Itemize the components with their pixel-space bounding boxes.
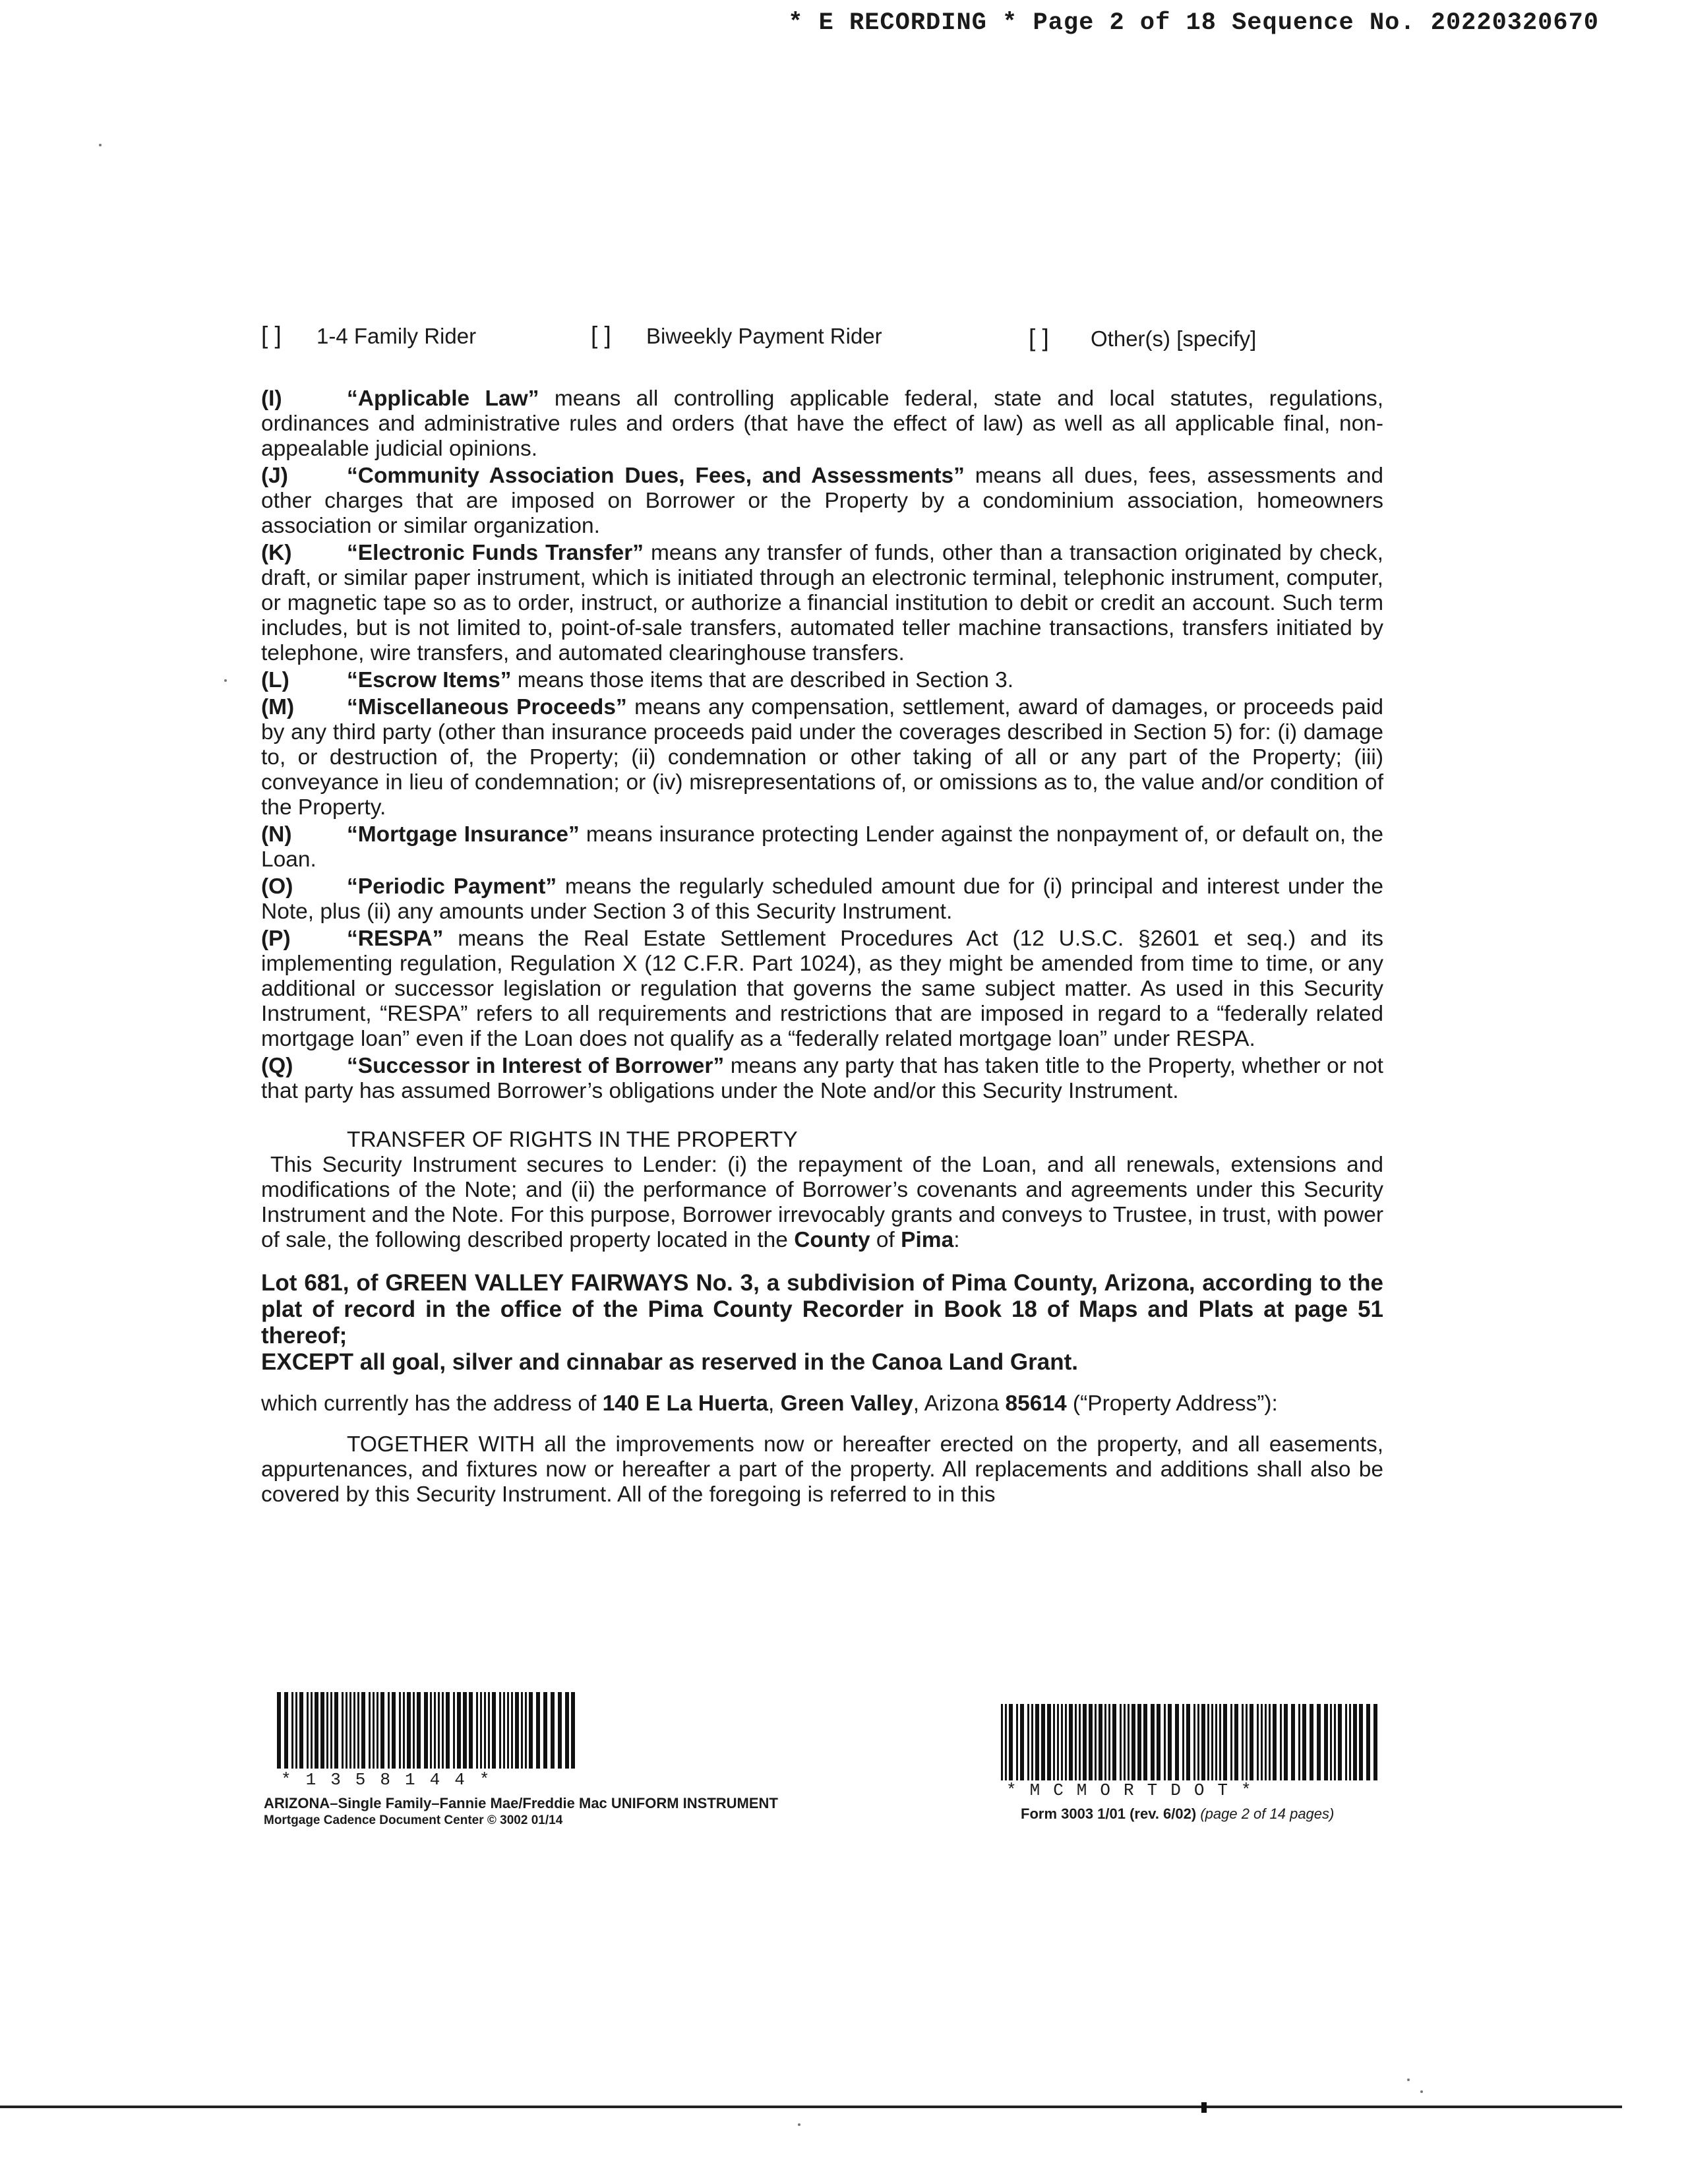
barcode-bar xyxy=(349,1692,351,1769)
barcode-bar xyxy=(1175,1704,1179,1780)
barcode-bar xyxy=(307,1692,309,1769)
barcode-bar xyxy=(399,1692,401,1769)
barcode-bar xyxy=(1095,1704,1097,1780)
form-footer-left xyxy=(264,1795,778,1829)
address-street: 140 E La Huerta xyxy=(602,1391,769,1416)
rider-1-4-family xyxy=(261,322,476,349)
barcode-bar xyxy=(277,1692,281,1769)
barcode-bar xyxy=(515,1692,519,1769)
definition-successor-in-interest xyxy=(261,1054,1383,1104)
definition-term: “Miscellaneous Proceeds” xyxy=(347,695,627,719)
legal-description-exception: EXCEPT all goal, silver and cinnabar as reserved in the Canoa Land Grant. xyxy=(261,1349,1078,1375)
right-barcode-image xyxy=(1001,1704,1381,1780)
barcode-bar xyxy=(311,1692,313,1769)
address-zip: 85614 xyxy=(1005,1391,1067,1416)
definition-term: “RESPA” xyxy=(347,926,444,951)
definition-respa xyxy=(261,926,1383,1052)
barcode-bar xyxy=(565,1692,569,1769)
barcode-bar xyxy=(1143,1704,1147,1780)
barcode-bar xyxy=(1317,1704,1321,1780)
definition-term: “Escrow Items” xyxy=(347,668,512,692)
barcode-bar xyxy=(511,1692,513,1769)
barcode-bar xyxy=(1009,1704,1013,1780)
definition-text: means insurance protecting Lender against the nonpayment of, or default on, the Loan. xyxy=(261,822,1383,872)
rule-tick-mark xyxy=(1201,2102,1207,2113)
barcode-bar xyxy=(551,1692,555,1769)
barcode-bar xyxy=(1027,1704,1029,1780)
definition-electronic-funds-transfer xyxy=(261,541,1383,666)
definition-applicable-law xyxy=(261,386,1383,462)
scan-speck xyxy=(798,2123,800,2126)
document-center: Mortgage Cadence Document Center © 3002 01/14 xyxy=(264,1813,563,1827)
definition-letter: (P) xyxy=(261,926,291,951)
barcode-bar xyxy=(1108,1704,1110,1780)
definition-mortgage-insurance xyxy=(261,822,1383,872)
barcode-bar xyxy=(430,1692,432,1769)
rider-biweekly-payment xyxy=(591,322,882,349)
address-separator: , xyxy=(768,1391,781,1416)
barcode-bar xyxy=(499,1692,501,1769)
form-number: Form 3003 1/01 (rev. 6/02) xyxy=(1021,1805,1201,1822)
barcode-bar xyxy=(424,1692,428,1769)
definition-letter: (M) xyxy=(261,695,295,719)
barcode-bar xyxy=(357,1692,359,1769)
address-prefix: which currently has the address of xyxy=(261,1391,603,1416)
barcode-bar xyxy=(373,1692,375,1769)
definition-text: means any compensation, settlement, award of damages, or proceeds paid by any third party (other than insurance proceeds paid under the coverages described in Section 5) for: (i) damage to, or destruction of, the Property; (ii) condemnation or other taking of all or any part of the Property; (iii) conveyance in lieu of condemnation; or (iv) misrepresentations of, or omissions as to, the value and/or condition of the Property. xyxy=(261,695,1383,820)
barcode-bar xyxy=(284,1692,288,1769)
barcode-bar xyxy=(480,1692,482,1769)
barcode-bar xyxy=(346,1692,347,1769)
barcode-bar xyxy=(1079,1704,1081,1780)
barcode-bar xyxy=(388,1692,390,1769)
barcode-bar xyxy=(1112,1704,1116,1780)
address-suffix: (“Property Address”): xyxy=(1066,1391,1278,1416)
transfer-paragraph xyxy=(261,1153,1383,1253)
barcode-bar xyxy=(291,1692,293,1769)
address-city: Green Valley xyxy=(780,1391,913,1416)
barcode-bar xyxy=(1366,1704,1370,1780)
rider-other xyxy=(1029,324,1256,352)
barcode-bar xyxy=(1020,1704,1024,1780)
barcode-bar xyxy=(571,1692,575,1769)
definition-letter: (O) xyxy=(261,874,293,899)
barcode-bar xyxy=(342,1692,344,1769)
barcode-bar xyxy=(529,1692,533,1769)
scan-speck xyxy=(1407,2078,1410,2081)
barcode-bar xyxy=(1345,1704,1347,1780)
barcode-bar xyxy=(1016,1704,1018,1780)
barcode-bar xyxy=(1215,1704,1217,1780)
definition-text: means those items that are described in Section 3. xyxy=(511,668,1014,692)
barcode-bar xyxy=(377,1692,378,1769)
document-body xyxy=(261,386,1383,1507)
barcode-bar xyxy=(407,1692,411,1769)
barcode-bar xyxy=(476,1692,478,1769)
legal-description-lot: Lot 681, of GREEN VALLEY FAIRWAYS No. 3, a subdivision of Pima County, Arizona, according to the plat of record in the office of the Pima County Recorder in Book 18 of Maps and Plats at page 51 thereof; xyxy=(261,1270,1383,1349)
barcode-bar xyxy=(1182,1704,1184,1780)
barcode-bar xyxy=(330,1692,332,1769)
barcode-bar xyxy=(1053,1704,1055,1780)
scan-speck xyxy=(224,679,227,682)
barcode-bar xyxy=(507,1692,509,1769)
barcode-bar xyxy=(1219,1704,1221,1780)
barcode-bar xyxy=(453,1692,455,1769)
barcode-bar xyxy=(1120,1704,1122,1780)
definition-text: means the Real Estate Settlement Procedures Act (12 U.S.C. §2601 et seq.) and its implementing regulation, Regulation X (12 C.F.R. Part 1024), as they might be amended from time to time, or any additional or successor legislation or regulation that governs the same subject matter. As used in this Security Instrument, “RESPA” refers to all requirements and restrictions that are imposed in regard to a “federally related mortgage loan” even if the Loan does not qualify as a “federally related mortgage loan” under RESPA. xyxy=(261,926,1383,1051)
barcode-bar xyxy=(1334,1704,1336,1780)
county-word: County xyxy=(794,1228,870,1252)
barcode-bar xyxy=(299,1692,303,1769)
barcode-bar xyxy=(1065,1704,1067,1780)
barcode-bar xyxy=(1246,1704,1248,1780)
rider-checkbox: [ ] xyxy=(261,322,282,349)
barcode-bar xyxy=(1338,1704,1342,1780)
bottom-rule xyxy=(0,2106,1622,2108)
definition-text: means any transfer of funds, other than a transaction originated by check, draft, or similar paper instrument, which is initiated through an electronic terminal, telephonic instrument, computer, or magnetic tape so as to order, instruct, or authorize a financial institution to debit or credit an account. Such term includes, but is not limited to, point-of-sale transfers, automated teller machine transactions, transfers initiated by telephone, wire transfers, and automated clearinghouse transfers. xyxy=(261,541,1383,665)
barcode-bar xyxy=(1302,1704,1306,1780)
barcode-bar xyxy=(1047,1704,1051,1780)
rider-label: Other(s) [specify] xyxy=(1091,326,1257,351)
barcode-bar xyxy=(1298,1704,1300,1780)
barcode-bar xyxy=(488,1692,490,1769)
barcode-bar xyxy=(1310,1704,1313,1780)
barcode-bar xyxy=(380,1692,384,1769)
address-state: , Arizona xyxy=(913,1391,1006,1416)
together-with-paragraph: TOGETHER WITH all the improvements now or hereafter erected on the property, and all easements, appurtenances, and fixtures now or hereafter a part of the property. All replacements and additions shall also be covered by this Security Instrument. All of the foregoing is referred to in this xyxy=(261,1432,1383,1507)
of-word: of xyxy=(870,1228,901,1252)
property-address-line xyxy=(261,1391,1383,1416)
section-title-transfer-of-rights: TRANSFER OF RIGHTS IN THE PROPERTY xyxy=(347,1128,798,1152)
barcode-bar xyxy=(1061,1704,1063,1780)
left-barcode-label: *1358144* xyxy=(281,1770,504,1790)
right-barcode-label: *MCMORTDOT* xyxy=(1006,1780,1265,1800)
barcode-bar xyxy=(1284,1704,1288,1780)
definition-text: means all dues, fees, assessments and other charges that are imposed on Borrower or the Property by a condominium association, homeowners association or similar organization. xyxy=(261,464,1384,538)
barcode-bar xyxy=(417,1692,421,1769)
transfer-text: This Security Instrument secures to Lender: (i) the repayment of the Loan, and all renewals, extensions and modifications of the Note; and (ii) the performance of Borrower’s covenants and agreements under this Security Instrument and the Note. For this purpose, Borrower irrevocably grants and conveys to Trustee, in trust, with power of sale, the following described property located in the xyxy=(261,1153,1383,1252)
barcode-bar xyxy=(334,1692,338,1769)
barcode-bar xyxy=(1083,1704,1087,1780)
barcode-bar xyxy=(1128,1704,1130,1780)
recording-header: * E RECORDING * Page 2 of 18 Sequence No. 20220320670 xyxy=(788,9,1599,37)
definition-periodic-payment xyxy=(261,874,1383,925)
barcode-bar xyxy=(1349,1704,1351,1780)
barcode-bar xyxy=(463,1692,467,1769)
barcode-bar xyxy=(1261,1704,1263,1780)
scan-speck xyxy=(99,144,102,146)
left-barcode-image xyxy=(277,1692,577,1769)
barcode-bar xyxy=(361,1692,365,1769)
barcode-bar xyxy=(1099,1704,1102,1780)
definition-community-association-dues xyxy=(261,464,1383,539)
barcode-bar xyxy=(521,1692,523,1769)
barcode-bar xyxy=(457,1692,461,1769)
barcode-bar xyxy=(1164,1704,1166,1780)
barcode-bar xyxy=(1069,1704,1073,1780)
rider-checkbox: [ ] xyxy=(1029,324,1049,351)
barcode-bar xyxy=(295,1692,297,1769)
definition-miscellaneous-proceeds xyxy=(261,695,1383,820)
barcode-bar xyxy=(1269,1704,1271,1780)
rider-label: Biweekly Payment Rider xyxy=(646,324,882,348)
barcode-bar xyxy=(326,1692,328,1769)
barcode-bar xyxy=(558,1692,562,1769)
definition-escrow-items xyxy=(261,668,1383,693)
barcode-bar xyxy=(1157,1704,1160,1780)
barcode-bar xyxy=(1324,1704,1328,1780)
barcode-bar xyxy=(1057,1704,1059,1780)
barcode-bar xyxy=(1041,1704,1045,1780)
barcode-bar xyxy=(1280,1704,1282,1780)
barcode-bar xyxy=(1230,1704,1232,1780)
barcode-bar xyxy=(442,1692,444,1769)
barcode-bar xyxy=(469,1692,473,1769)
barcode-bar xyxy=(1089,1704,1093,1780)
barcode-bar xyxy=(315,1692,318,1769)
barcode-bar xyxy=(1201,1704,1205,1780)
definition-term: “Electronic Funds Transfer” xyxy=(347,541,644,565)
definition-letter: (L) xyxy=(261,668,289,692)
barcode-bar xyxy=(1223,1704,1227,1780)
definition-text: means any party that has taken title to the Property, whether or not that party has assumed Borrower’s obligations under the Note and/or this Security Instrument. xyxy=(261,1054,1383,1103)
barcode-bar xyxy=(1151,1704,1155,1780)
barcode-bar xyxy=(1373,1704,1377,1780)
page-info: (page 2 of 14 pages) xyxy=(1200,1805,1335,1822)
scan-speck xyxy=(1420,2090,1423,2093)
barcode-bar xyxy=(1257,1704,1259,1780)
barcode-bar xyxy=(392,1692,396,1769)
barcode-bar xyxy=(403,1692,405,1769)
barcode-bar xyxy=(1273,1704,1277,1780)
barcode-bar xyxy=(1124,1704,1126,1780)
definition-letter: (Q) xyxy=(261,1054,293,1078)
barcode-bar xyxy=(1207,1704,1209,1780)
definition-term: “Periodic Payment” xyxy=(347,874,557,899)
definition-letter: (K) xyxy=(261,541,292,565)
definition-text: means all controlling applicable federal, state and local statutes, regulations, ordinances and administrative rules and orders (that have the effect of law) as well as all applicable final, non-appealable judicial opinions. xyxy=(261,386,1384,461)
barcode-bar xyxy=(1137,1704,1141,1780)
barcode-bar xyxy=(1353,1704,1357,1780)
barcode-bar xyxy=(1104,1704,1106,1780)
barcode-bar xyxy=(1234,1704,1238,1780)
form-footer-right xyxy=(1021,1805,1334,1823)
barcode-bar xyxy=(1265,1704,1267,1780)
barcode-bar xyxy=(1001,1704,1003,1780)
definition-text: means the regularly scheduled amount due for (i) principal and interest under the Note, plus (ii) any amounts under Section 3 of this Security Instrument. xyxy=(261,874,1383,924)
barcode-bar xyxy=(413,1692,415,1769)
definition-letter: (J) xyxy=(261,464,288,488)
barcode-bar xyxy=(1075,1704,1077,1780)
form-title: ARIZONA–Single Family–Fannie Mae/Freddie Mac UNIFORM INSTRUMENT xyxy=(264,1795,778,1811)
barcode-bar xyxy=(438,1692,440,1769)
barcode-bar xyxy=(1359,1704,1363,1780)
barcode-bar xyxy=(1197,1704,1199,1780)
definition-term: “Successor in Interest of Borrower” xyxy=(347,1054,725,1078)
barcode-bar xyxy=(320,1692,324,1769)
barcode-bar xyxy=(525,1692,527,1769)
definition-letter: (I) xyxy=(261,386,282,411)
barcode-bar xyxy=(1131,1704,1135,1780)
definition-term: “Mortgage Insurance” xyxy=(347,822,580,847)
barcode-bar xyxy=(484,1692,486,1769)
barcode-bar xyxy=(503,1692,505,1769)
barcode-bar xyxy=(446,1692,450,1769)
barcode-bar xyxy=(369,1692,371,1769)
barcode-bar xyxy=(1035,1704,1039,1780)
barcode-bar xyxy=(1242,1704,1244,1780)
barcode-bar xyxy=(1031,1704,1033,1780)
barcode-bar xyxy=(1250,1704,1253,1780)
barcode-bar xyxy=(1211,1704,1213,1780)
county-name: Pima xyxy=(901,1228,954,1252)
barcode-bar xyxy=(1193,1704,1195,1780)
barcode-bar xyxy=(543,1692,547,1769)
barcode-bar xyxy=(1291,1704,1295,1780)
rider-checkbox: [ ] xyxy=(591,322,611,349)
barcode-bar xyxy=(1005,1704,1007,1780)
definition-letter: (N) xyxy=(261,822,292,847)
barcode-bar xyxy=(353,1692,355,1769)
barcode-bar xyxy=(434,1692,436,1769)
barcode-bar xyxy=(1186,1704,1190,1780)
rider-label: 1-4 Family Rider xyxy=(316,324,477,348)
barcode-bar xyxy=(536,1692,540,1769)
colon: : xyxy=(953,1228,960,1252)
definition-term: “Community Association Dues, Fees, and Assessments” xyxy=(347,464,965,488)
definition-term: “Applicable Law” xyxy=(347,386,539,411)
legal-description xyxy=(261,1270,1383,1376)
barcode-bar xyxy=(1330,1704,1332,1780)
barcode-bar xyxy=(1168,1704,1172,1780)
barcode-bar xyxy=(492,1692,496,1769)
